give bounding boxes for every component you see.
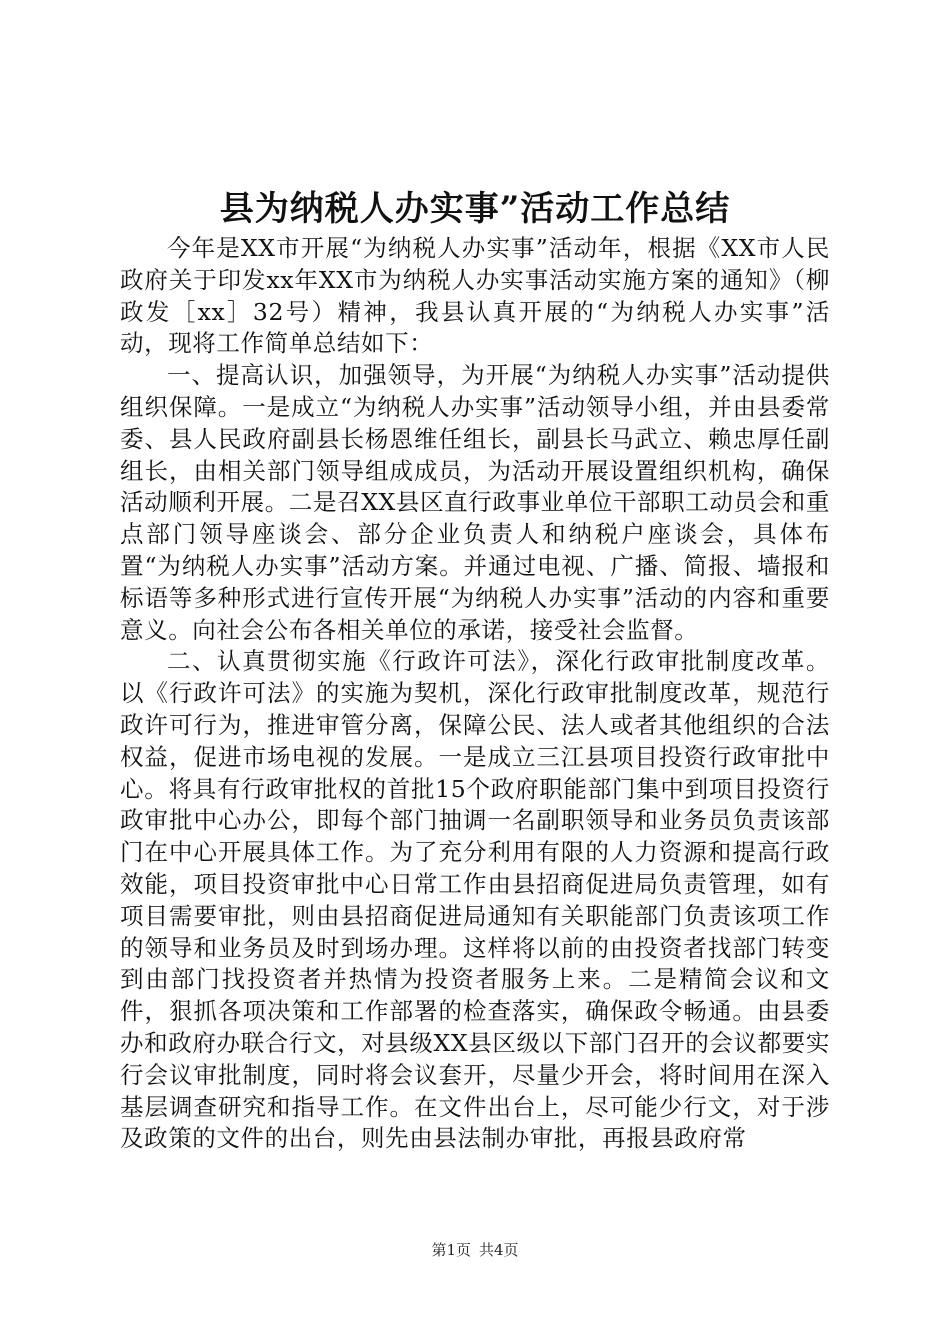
paragraph-section-one: 一、提高认识，加强领导，为开展“为纳税人办实事”活动提供组织保障。一是成立“为纳税人办实事”活动领导小组，并由县委常委、县人民政府副县长杨恩维任组长，副县长马武立、赖忠厚任副组长，由相关部门领导组成成员，为活动开展设置组织机构，确保活动顺利开展。二是召XX县区直行政事业单位干部职工动员会和重点部门领导座谈会、部分企业负责人和纳税户座谈会，具体布置“为纳税人办实事”活动方案。并通过电视、广播、简报、墙报和标语等多种形式进行宣传开展“为纳税人办实事”活动的内容和重要意义。向社会公布各相关单位的承诺，接受社会监督。 [120, 361, 830, 644]
page-number: 第1页 [431, 1241, 471, 1259]
document-body [120, 233, 830, 1155]
document-title: 县为纳税人办实事”活动工作总结 [219, 189, 731, 229]
page-total: 共4页 [479, 1241, 519, 1259]
paragraph-section-two: 二、认真贯彻实施《行政许可法》，深化行政审批制度改革。以《行政许可法》的实施为契机，深化行政审批制度改革，规范行政许可行为，推进审管分离，保障公民、法人或者其他组织的合法权益，促进市场电视的发展。一是成立三江县项目投资行政审批中心。将具有行政审批权的首批15个政府职能部门集中到项目投资行政审批中心办公，即每个部门抽调一名副职领导和业务员负责该部门在中心开展具体工作。为了充分利用有限的人力资源和提高行政效能，项目投资审批中心日常工作由县招商促进局负责管理，如有项目需要审批，则由县招商促进局通知有关职能部门负责该项工作的领导和业务员及时到场办理。这样将以前的由投资者找部门转变到由部门找投资者并热情为投资者服务上来。二是精简会议和文件，狠抓各项决策和工作部署的检查落实，确保政令畅通。由县委办和政府办联合行文，对县级XX县区级以下部门召开的会议都要实行会议审批制度，同时将会议套开，尽量少开会，将时间用在深入基层调查研究和指导工作。在文件出台上，尽可能少行文，对于涉及政策的文件的出台，则先由县法制办审批，再报县政府常 [120, 647, 830, 1153]
paragraph-intro: 今年是XX市开展“为纳税人办实事”活动年，根据《XX市人民政府关于印发xx年XX市为纳税人办实事活动实施方案的通知》（柳政发［xx］32号）精神，我县认真开展的“为纳税人办实事”活动，现将工作简单总结如下： [120, 234, 830, 358]
page-footer [0, 1240, 950, 1260]
